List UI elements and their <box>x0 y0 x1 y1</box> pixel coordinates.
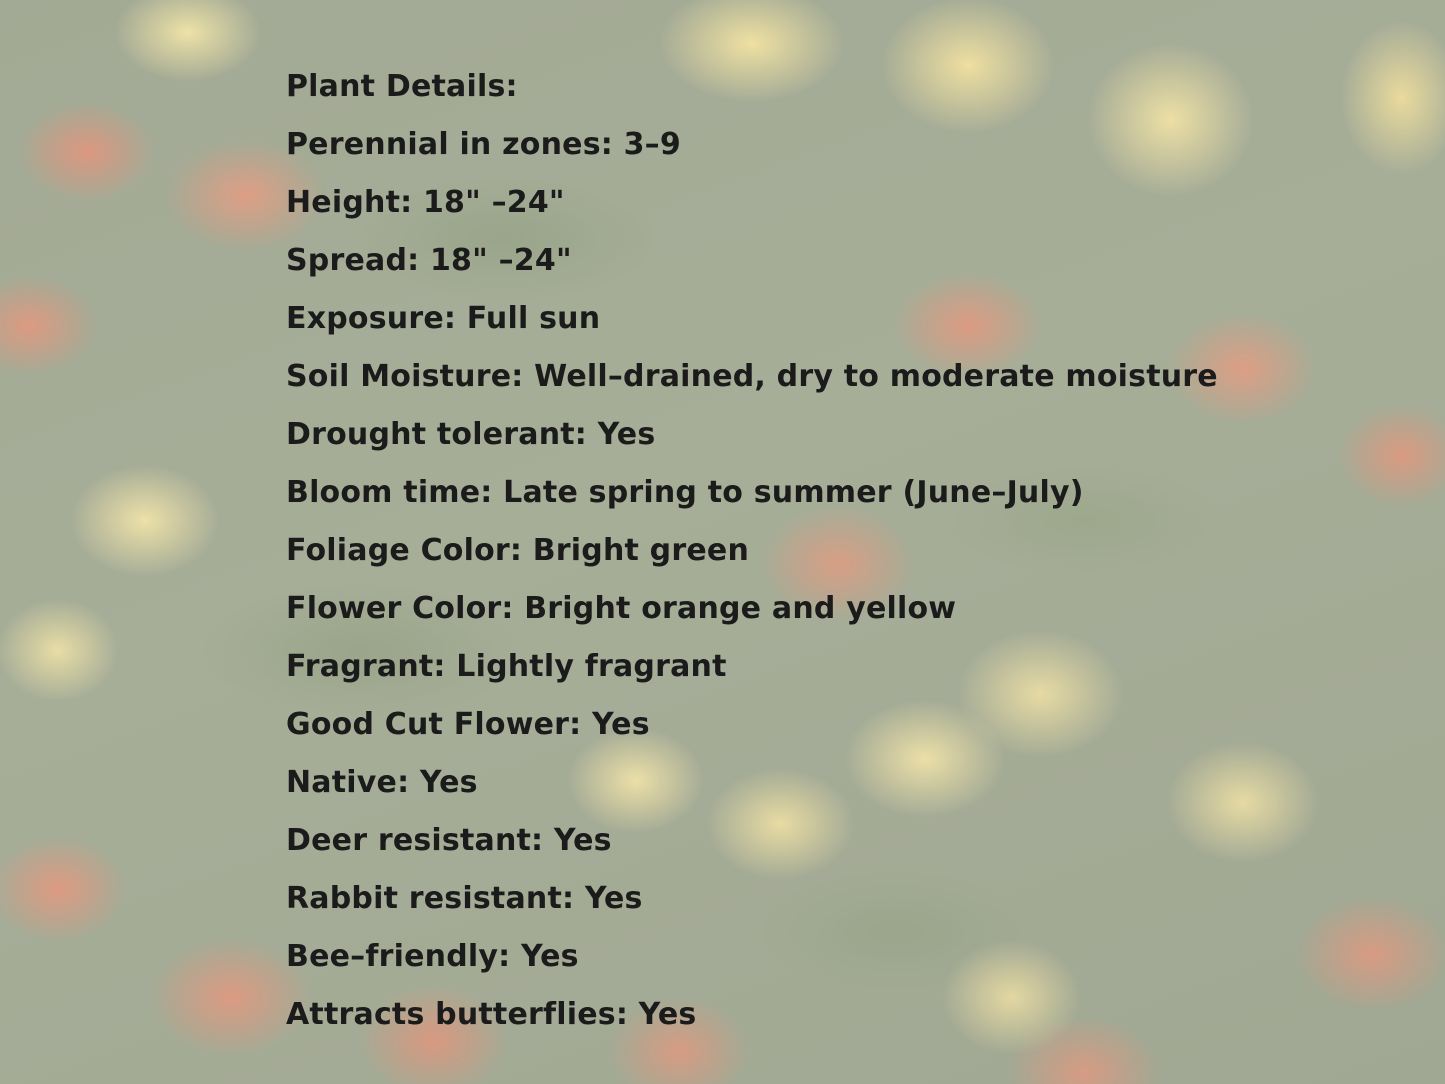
detail-exposure: Exposure: Full sun <box>286 301 601 336</box>
detail-deer-resistant: Deer resistant: Yes <box>286 823 612 858</box>
detail-attracts-butterflies: Attracts butterflies: Yes <box>286 997 697 1032</box>
detail-height: Height: 18" –24" <box>286 185 565 220</box>
detail-perennial-zones: Perennial in zones: 3–9 <box>286 127 681 162</box>
detail-flower-color: Flower Color: Bright orange and yellow <box>286 591 957 626</box>
detail-fragrant: Fragrant: Lightly fragrant <box>286 649 727 684</box>
detail-bee-friendly: Bee–friendly: Yes <box>286 939 579 974</box>
detail-soil-moisture: Soil Moisture: Well–drained, dry to moderate moisture <box>286 359 1218 394</box>
detail-rabbit-resistant: Rabbit resistant: Yes <box>286 881 643 916</box>
detail-native: Native: Yes <box>286 765 478 800</box>
detail-drought-tolerant: Drought tolerant: Yes <box>286 417 656 452</box>
detail-good-cut-flower: Good Cut Flower: Yes <box>286 707 650 742</box>
plant-details-text-block <box>286 58 1376 1044</box>
detail-foliage-color: Foliage Color: Bright green <box>286 533 750 568</box>
detail-spread: Spread: 18" –24" <box>286 243 572 278</box>
detail-bloom-time: Bloom time: Late spring to summer (June–July) <box>286 475 1084 510</box>
plant-details-heading: Plant Details: <box>286 69 518 104</box>
